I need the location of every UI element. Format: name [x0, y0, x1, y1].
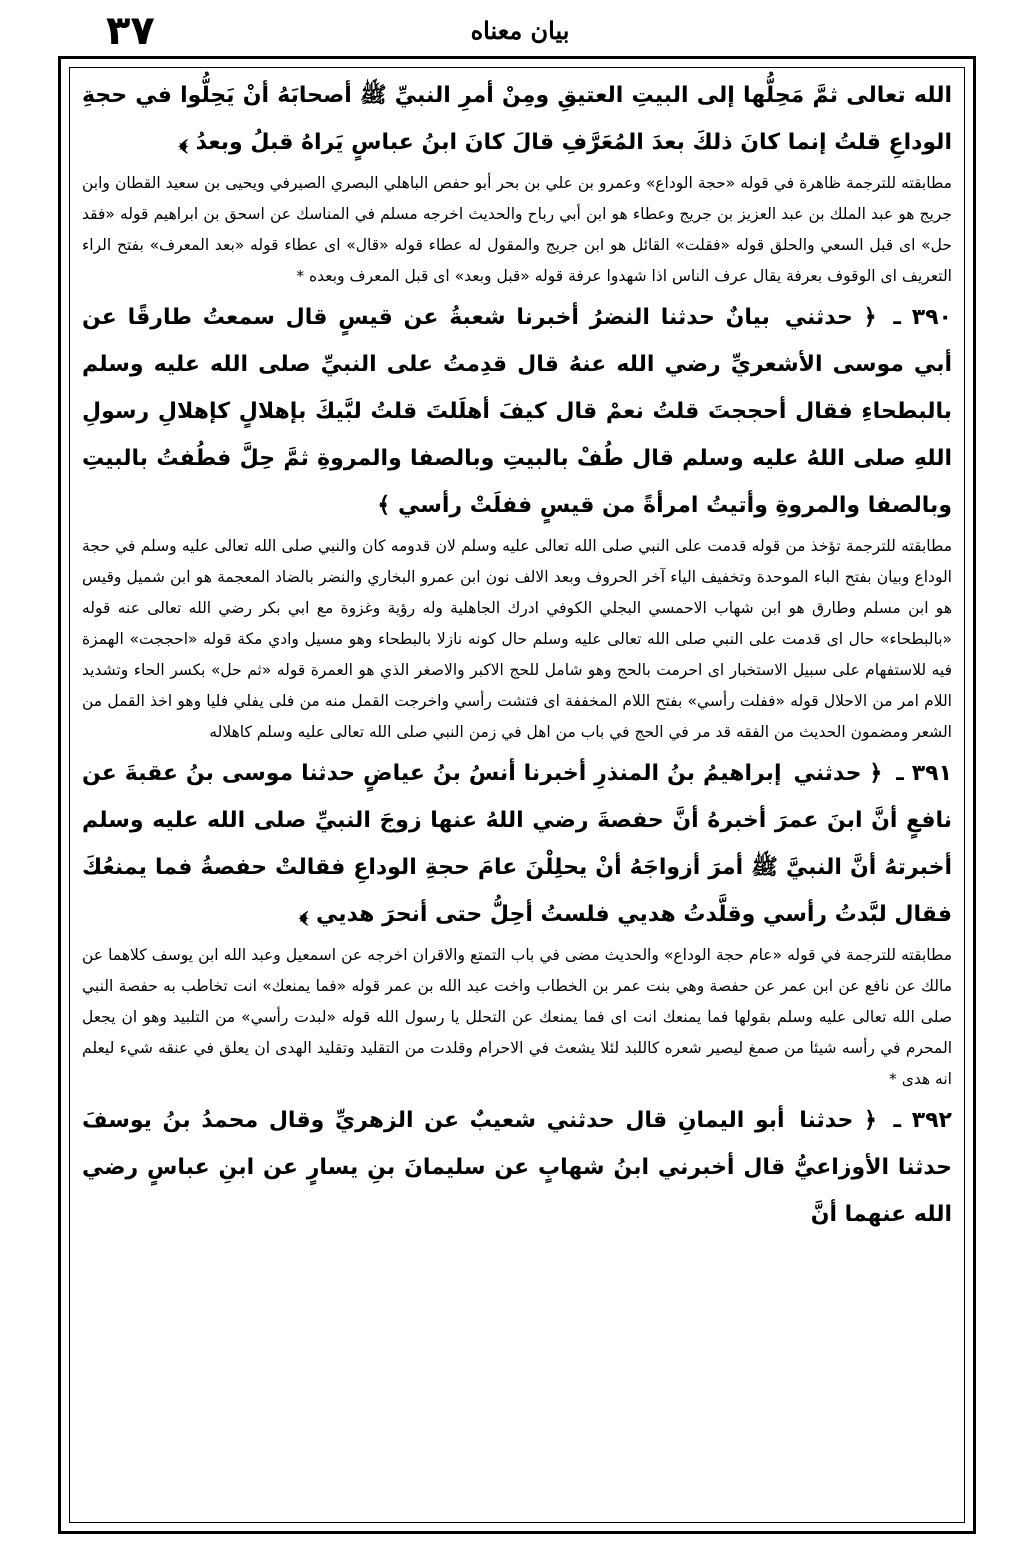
- running-title: بيان معناه: [470, 16, 570, 45]
- commentary: [82, 940, 952, 1095]
- hadith-text: إبراهيمُ بنُ المنذرِ أخبرنا أنسُ بنُ عياضٍ حدثنا موسى بنُ عقبةَ عن نافعٍ أنَّ ابنَ عمرَ أخبرهُ أنَّ حفصةَ رضي اللهُ عنها زوجَ النبيِّ صلى الله عليه وسلم أخبرتهُ أنَّ النبيَّ ﷺ أمرَ أزواجَهُ أنْ يحلِلْنَ عامَ حجةِ الوداعِ فقالتْ حفصةُ فما يمنعُكَ فقال لبَّدتُ رأسي وقلَّدتُ هديي فلستُ أحِلُّ حتى أنحرَ هديي ﴾: [82, 761, 952, 927]
- commentary: [82, 168, 952, 292]
- hadith-number: ٣٩٠ ـ: [893, 305, 952, 330]
- commentary-text: مطابقته للترجمة تؤخذ من قوله قدمت على النبي صلى الله تعالى عليه وسلم لان قدومه كان والنبي صلى الله تعالى عليه وسلم في حجة الوداع وبيان بفتح الباء الموحدة وتخفيف الياء آخر الحروف وبعد الالف نون ابن عمرو البخاري والنضر بالضاد المعجمة هو ابن شميل وقيس هو ابن مسلم وطارق هو ابن شهاب الاحمسي البجلي الكوفي ادرك الجاهلية وله رؤية وغزوة مع ابي بكر رضي الله تعالى عنه قوله «بالبطحاء» حال اى قدمت على النبي صلى الله تعالى عليه وسلم حال كونه نازلا بالبطحاء وهو مسيل وادي مكة قوله «احججت» الهمزة فيه للاستفهام على سبيل الاستخبار اى احرمت بالحج وهو شامل للحج الاكبر والاصغر الذي هو العمرة قوله «ثم حل» بكسر الحاء وتشديد اللام امر من الاحلال قوله «ففلت رأسي» بفتح اللام المخففة اى فتشت رأسي واخرجت القمل منه من فلى يفلي فليا وهو اخذ القمل من الشعر ومضمون الحديث من الفقه قد مر في الحج في باب من اهل في زمن النبي صلى الله تعالى عليه وسلم كاهلاله: [82, 537, 952, 741]
- commentary-text: مطابقته للترجمة في قوله «عام حجة الوداع» والحديث مضى في باب التمتع والاقران اخرجه عن اسمعيل وعبد الله ابن يوسف كلاهما عن مالك عن نافع عن ابن عمر عن حفصة وهي بنت عمر بن الخطاب واخت عبد الله بن عمر قوله «فما يمنعك» انت تخاطب به حفصة النبي صلى الله تعالى عليه وسلم بقولها فما يمنعك انت اى فما يمنعك عن التحلل يا رسول الله قوله «لبدت رأسي» من التلبيد وهو ان يجعل المحرم في رأسه شيئا من صمغ ليصير شعره كاللبد لئلا يشعث في الاحرام وقلدت من التقليد وتقليد الهدى ان يعلق في عنقه شيء ليعلم انه هدى *: [82, 946, 952, 1088]
- hadith-text: بيانٌ حدثنا النضرُ أخبرنا شعبةُ عن قيسٍ قال سمعتُ طارقًا عن أبي موسى الأشعريِّ رضي الله عنهُ قال قدِمتُ على النبيِّ صلى الله عليه وسلم بالبطحاءِ فقال أحججتَ قلتُ نعمْ قال كيفَ أهلَلتَ قلتُ لبَّيكَ بإهلالٍ كإهلالِ رسولِ اللهِ صلى اللهُ عليه وسلم قال طُفْ بالبيتِ وبالصفا والمروةِ ثمَّ حِلَّ فطُفتُ بالبيتِ وبالصفا والمروةِ وأتيتُ امرأةً من قيسٍ ففلَتْ رأسي ﴾: [82, 305, 952, 518]
- hadith-number: ٣٩٢ ـ: [893, 1108, 952, 1133]
- commentary-text: مطابقته للترجمة ظاهرة في قوله «حجة الوداع» وعمرو بن علي بن بحر أبو حفص الباهلي البصري الصيرفي ويحيى بن سعيد القطان وابن جريج هو عبد الملك بن عبد العزيز بن جريج وعطاء هو ابن أبي رباح والحديث اخرجه مسلم في المناسك عن اسحق بن ابراهيم قوله «فقد حل» اى قبل السعي والحلق قوله «فقلت» القائل هو ابن جريج والمقول له عطاء قوله «قال» اى عطاء قوله «بعد المعرف» بفتح الراء التعريف اى الوقوف بعرفة يقال عرف الناس اذا شهدوا عرفة قوله «قبل وبعد» اى قبل المعرف وبعده *: [82, 174, 952, 285]
- hadith-number: ٣٩١ ـ: [896, 761, 953, 786]
- hadith-intro: ﴿ حدثني: [784, 305, 877, 330]
- inner-border: [69, 67, 965, 1523]
- outer-border: [58, 56, 976, 1534]
- hadith-392: [82, 1097, 952, 1238]
- hadith-390: [82, 294, 952, 529]
- hadith-continuation: [82, 72, 952, 166]
- hadith-intro: ﴿ حدثنا: [799, 1108, 877, 1133]
- commentary: [82, 531, 952, 748]
- hadith-text: أبو اليمانِ قال حدثني شعيبٌ عن الزهريِّ وقال محمدُ بنُ يوسفَ حدثنا الأوزاعيُّ قال أخبرني ابنُ شهابٍ عن سليمانَ بنِ يسارٍ عن ابنِ عباسٍ رضي الله عنهما أنَّ: [82, 1108, 952, 1227]
- page-number: ٣٧: [106, 8, 155, 54]
- hadith-391: [82, 750, 952, 938]
- hadith-intro: ﴿ حدثني: [793, 761, 883, 786]
- page-header: [60, 8, 980, 60]
- page-body: [82, 72, 952, 1238]
- hadith-text: الله تعالى ثمَّ مَحِلُّها إلى البيتِ العتيقِ ومِنْ أمرِ النبيِّ ﷺ أصحابَهُ أنْ يَحِلُّوا في حجةِ الوداعِ قلتُ إنما كانَ ذلكَ بعدَ المُعَرَّفِ قالَ كانَ ابنُ عباسٍ يَراهُ قبلُ وبعدُ ﴾: [82, 83, 952, 155]
